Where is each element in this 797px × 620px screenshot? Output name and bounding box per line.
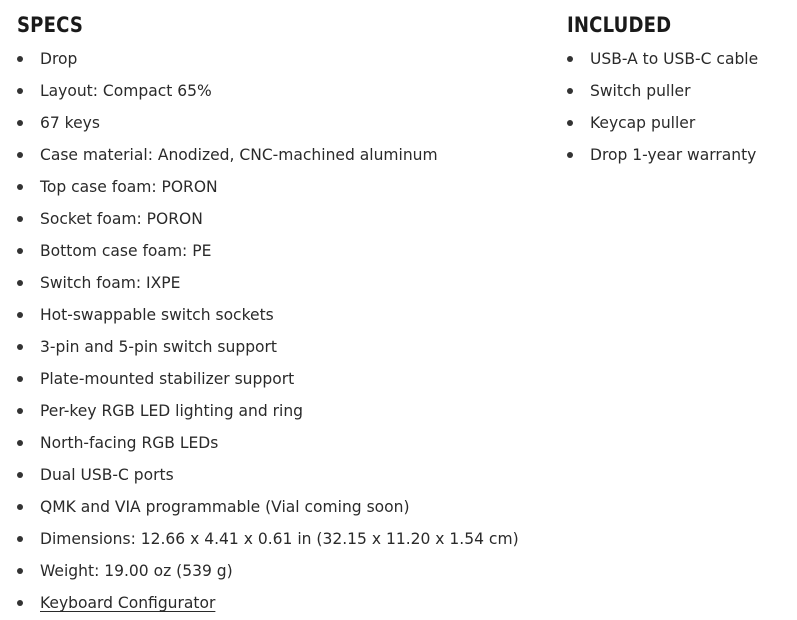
bullet-icon bbox=[17, 536, 23, 542]
list-item: Layout: Compact 65% bbox=[17, 75, 557, 107]
list-item: 3-pin and 5-pin switch support bbox=[17, 331, 557, 363]
bullet-icon bbox=[17, 248, 23, 254]
list-item: North-facing RGB LEDs bbox=[17, 427, 557, 459]
list-item: Per-key RGB LED lighting and ring bbox=[17, 395, 557, 427]
bullet-icon bbox=[17, 344, 23, 350]
list-item: Case material: Anodized, CNC-machined aluminum bbox=[17, 139, 557, 171]
specs-heading: SPECS bbox=[17, 13, 84, 37]
bullet-icon bbox=[17, 216, 23, 222]
bullet-icon bbox=[17, 152, 23, 158]
bullet-icon bbox=[17, 56, 23, 62]
list-item: 67 keys bbox=[17, 107, 557, 139]
keyboard-configurator-link[interactable]: Keyboard Configurator bbox=[40, 593, 216, 612]
bullet-icon bbox=[17, 568, 23, 574]
list-item: Switch foam: IXPE bbox=[17, 267, 557, 299]
list-item: Switch puller bbox=[567, 75, 792, 107]
list-item: Hot-swappable switch sockets bbox=[17, 299, 557, 331]
bullet-icon bbox=[17, 376, 23, 382]
bullet-icon bbox=[17, 504, 23, 510]
list-item: Drop bbox=[17, 43, 557, 75]
list-item: Bottom case foam: PE bbox=[17, 235, 557, 267]
list-item: QMK and VIA programmable (Vial coming soon) bbox=[17, 491, 557, 523]
list-item: Socket foam: PORON bbox=[17, 203, 557, 235]
bullet-icon bbox=[17, 600, 23, 606]
list-item: Dimensions: 12.66 x 4.41 x 0.61 in (32.15 x 11.20 x 1.54 cm) bbox=[17, 523, 557, 555]
list-item: Plate-mounted stabilizer support bbox=[17, 363, 557, 395]
list-item bbox=[17, 587, 557, 619]
bullet-icon bbox=[567, 120, 573, 126]
bullet-icon bbox=[17, 408, 23, 414]
included-list bbox=[567, 43, 792, 171]
bullet-icon bbox=[17, 120, 23, 126]
list-item: Keycap puller bbox=[567, 107, 792, 139]
list-item: Top case foam: PORON bbox=[17, 171, 557, 203]
bullet-icon bbox=[567, 88, 573, 94]
bullet-icon bbox=[17, 184, 23, 190]
included-section bbox=[567, 10, 792, 171]
bullet-icon bbox=[17, 472, 23, 478]
bullet-icon bbox=[17, 280, 23, 286]
specs-section bbox=[17, 10, 557, 619]
bullet-icon bbox=[17, 88, 23, 94]
bullet-icon bbox=[17, 440, 23, 446]
specs-list bbox=[17, 43, 557, 619]
list-item: Drop 1-year warranty bbox=[567, 139, 792, 171]
list-item: Dual USB-C ports bbox=[17, 459, 557, 491]
list-item: Weight: 19.00 oz (539 g) bbox=[17, 555, 557, 587]
bullet-icon bbox=[567, 56, 573, 62]
list-item: USB-A to USB-C cable bbox=[567, 43, 792, 75]
bullet-icon bbox=[567, 152, 573, 158]
bullet-icon bbox=[17, 312, 23, 318]
included-heading: INCLUDED bbox=[567, 13, 672, 37]
